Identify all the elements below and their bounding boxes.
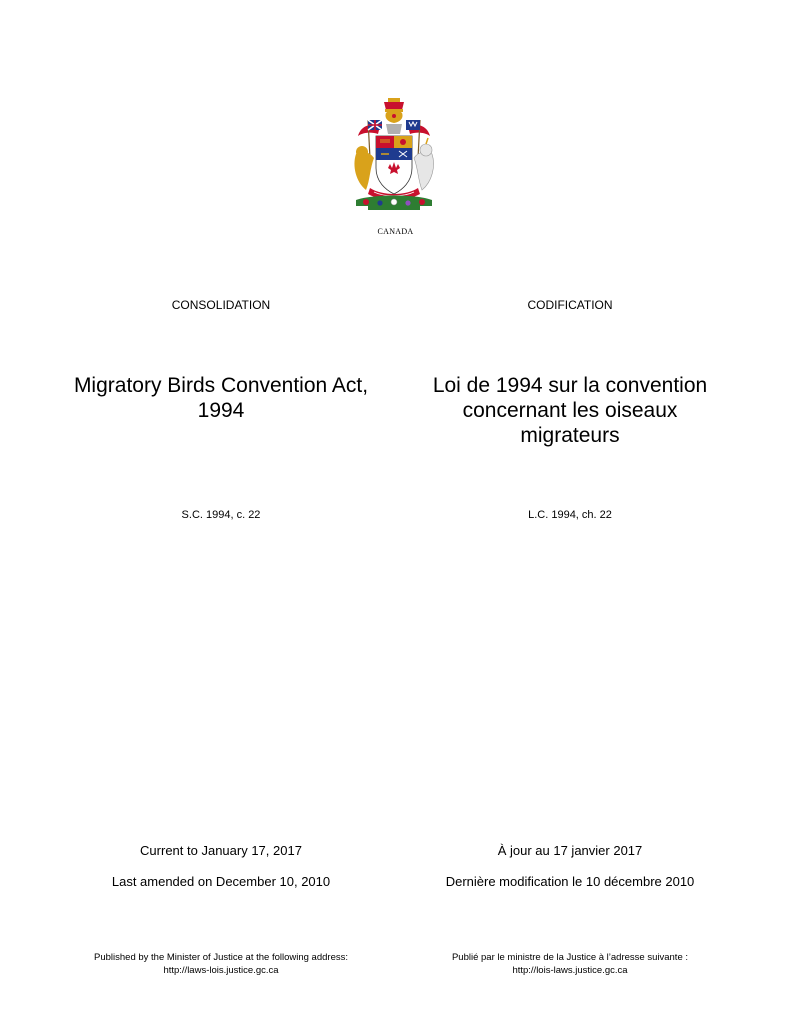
codification-label: CODIFICATION bbox=[527, 298, 613, 312]
canada-coat-of-arms-icon bbox=[348, 96, 440, 214]
english-last-amended: Last amended on December 10, 2010 bbox=[111, 874, 331, 889]
english-citation: S.C. 1994, c. 22 bbox=[181, 509, 261, 521]
english-url-link[interactable]: http://laws-lois.justice.gc.ca bbox=[163, 965, 279, 976]
french-title-line3: migrateurs bbox=[520, 424, 620, 447]
french-current-to: À jour au 17 janvier 2017 bbox=[497, 843, 643, 858]
english-title-line2: 1994 bbox=[197, 399, 245, 422]
consolidation-label: CONSOLIDATION bbox=[171, 298, 271, 312]
french-title bbox=[400, 373, 740, 448]
english-publication-note bbox=[50, 951, 392, 977]
country-name: CANADA bbox=[377, 227, 414, 236]
french-last-amended: Dernière modification le 10 décembre 2010 bbox=[445, 874, 695, 889]
english-title bbox=[50, 373, 392, 423]
french-published-by: Publié par le ministre de la Justice à l’adresse suivante : bbox=[451, 952, 689, 963]
french-publication-note bbox=[400, 951, 740, 977]
french-url-link[interactable]: http://lois-laws.justice.gc.ca bbox=[512, 965, 628, 976]
english-current-to: Current to January 17, 2017 bbox=[140, 843, 302, 858]
english-title-line1: Migratory Birds Convention Act, bbox=[73, 374, 369, 397]
french-title-line1: Loi de 1994 sur la convention bbox=[432, 374, 708, 397]
english-published-by: Published by the Minister of Justice at the following address: bbox=[94, 952, 348, 963]
french-title-line2: concernant les oiseaux bbox=[462, 399, 678, 422]
french-citation: L.C. 1994, ch. 22 bbox=[528, 509, 612, 521]
